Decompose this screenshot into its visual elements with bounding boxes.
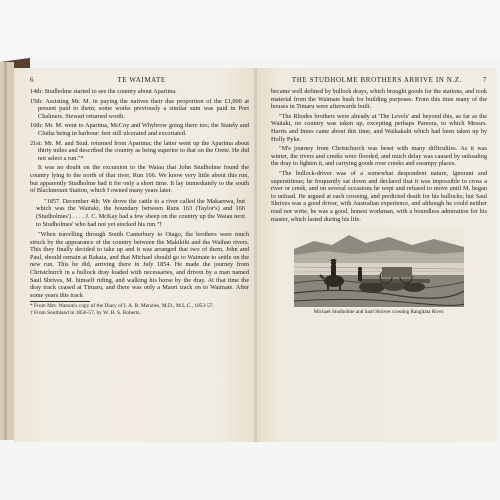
- left-running-head: [30, 76, 249, 84]
- background-top: [0, 0, 500, 58]
- right-body-text: [271, 88, 487, 223]
- diary-entry: 14th: Studholme started to see the country about Aparima.: [30, 88, 177, 95]
- left-page: [14, 68, 257, 442]
- paragraph: "M's journey from Christchurch was beset with many difficulties. As it was winter, the rivers and creeks were flooded, and much delay was caused by unloading the dray to lighten it, and carrying goods over creeks and swampy places.: [271, 145, 487, 168]
- diary-entry: 16th: Mr. M. went to Aparima, McCoy and Whybrow going there too; the Stately and Clutha being in harbour: feet still ulcerated and excoriated.: [30, 122, 249, 137]
- right-page-number: 7: [482, 76, 487, 84]
- paragraph: "The bullock-driver was of a somewhat despondent nature, ignorant and superstitious; he frequently sat down and declared that it was impossible to cross a river or creek, and on several occasions he wept and refused to move until M. began to unload. He argued at each crossing, and predicted death for his bullocks; but Saul Shrives was a good driver, with Australian experience, and although he could neither read nor write, he was a good, honest workman, with a boundless admiration for his master, which lasted during his life.: [271, 169, 487, 223]
- diary-entry: 21st: Mr. M. and Stud. returned from Aparima; the latter went up the Aparima about thirty miles and described the country as being superior to that on the Orete. He did not select a run."*: [30, 139, 249, 162]
- illustration-drawing: [294, 227, 464, 307]
- right-page: [257, 68, 497, 442]
- river-crossing-illustration: [294, 227, 464, 307]
- left-page-number: 6: [30, 76, 35, 84]
- footnote: † From Southland in 1856-57, by W. H. S. Roberts.: [30, 309, 141, 316]
- paragraph: It was no doubt on the excursion to the Waiau that John Studholme found the country lying to the north of that river, Run 166. We know very little about this run, but apparently Studholme had it for only a short time. It lay immediately to the south of Blackmount Station, which I owned many years later.: [30, 164, 249, 195]
- diary-entry: 15th: Assisting Mr. M. in paying the natives their due proportion of the £1,000 at present paid to them; some works previously a similar sum was paid in Port Chalmers. Stewart returned worth.: [30, 97, 249, 120]
- footnotes: [30, 303, 249, 316]
- paragraph: "When travelling through South Canterbury to Otago, the brothers were much struck by the appearance of the country between the Makikihi and the Waihao rivers. This they finally decided to take up and it was arranged that two of them, John and Paul, should remain at Rakaia, and that Michael should go to Waimate to settle on the new run. This he did, arriving there in July 1854. He made the journey from Christchurch in a bullock dray loaded with necessaries, and driven by a man named Saul Shrives, M. himself riding, and walking his horse by the dray. At that time the dray track ceased at Timaru, and there was only a Maori track on to Waimate. After some years this track: [30, 231, 249, 299]
- paragraph: "The Rhodes brothers were already at 'The Levels' and beyond this, as far as the Waitaki, no country was taken up, excepting perhaps Pareora, to which Messrs. Harris and Innes came about this time, and Waikakahi which had been taken up by Holly Pyke.: [271, 112, 487, 143]
- right-running-head: [271, 76, 487, 84]
- block-quote: "1857. December 4th: We drove the cattle to a river called the Makarewa, but which was the Wairaki, the boundary between Runs 163 (Taylor's) and 166 (Studholmes') . . . . J. C. McKay had a few sheep on the country up the Waiau next to Studholmes' who had not yet stocked his run."†: [36, 197, 245, 228]
- paragraph: became well defined by bullock drays, which brought goods for the stations, and took material from the Waimate bush for building purposes. From this time many of the houses in Timaru were afterwards built.: [271, 88, 487, 111]
- figure-caption: Michael Studholme and Saul Shrives crossing Rangitata River.: [313, 309, 445, 316]
- background-bottom: [0, 440, 500, 500]
- right-running-title: THE STUDHOLME BROTHERS ARRIVE IN N.Z.: [291, 76, 463, 84]
- left-running-title: TE WAIMATE: [117, 76, 166, 84]
- footnote: * From Mrs. Watson's copy of the Diary of I. A. R. Menzies, M.D., M.L.C., 1853-57.: [30, 303, 214, 310]
- left-body-text: [30, 88, 249, 299]
- book-page-edges: [0, 62, 14, 442]
